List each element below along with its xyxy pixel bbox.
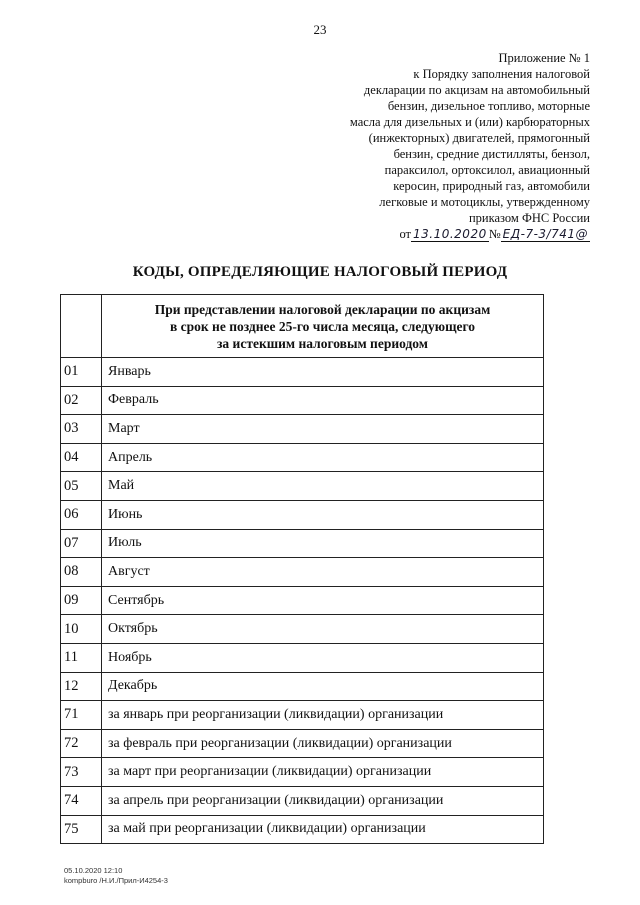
period-name: Декабрь	[102, 672, 544, 701]
table-row	[61, 786, 544, 815]
appendix-line: бензин, средние дистилляты, бензол,	[393, 147, 590, 161]
header-line: При представлении налоговой декларации по акцизам	[154, 301, 491, 317]
appendix-line: масла для дизельных и (или) карбюраторных	[349, 115, 590, 129]
period-code: 03	[61, 415, 102, 444]
period-name: за апрель при реорганизации (ликвидации) организации	[102, 786, 544, 815]
period-code: 10	[61, 615, 102, 644]
period-code: 74	[61, 786, 102, 815]
table-row	[61, 615, 544, 644]
table-row	[61, 758, 544, 787]
date-prefix: от	[399, 227, 411, 241]
period-code: 05	[61, 472, 102, 501]
period-code: 75	[61, 815, 102, 844]
period-code: 07	[61, 529, 102, 558]
appendix-line: Приложение № 1	[498, 51, 590, 65]
footer-stamp	[64, 866, 168, 885]
period-code: 09	[61, 586, 102, 615]
period-name: за май при реорганизации (ликвидации) организации	[102, 815, 544, 844]
period-code: 02	[61, 386, 102, 415]
table-row	[61, 586, 544, 615]
header-empty-cell	[61, 295, 102, 358]
header-line: за истекшим налоговым периодом	[217, 335, 428, 351]
appendix-line: керосин, природный газ, автомобили	[393, 179, 590, 193]
period-name: за март при реорганизации (ликвидации) организации	[102, 758, 544, 787]
table-row	[61, 443, 544, 472]
period-name: Апрель	[102, 443, 544, 472]
table-row	[61, 815, 544, 844]
table-row	[61, 358, 544, 387]
period-code: 04	[61, 443, 102, 472]
header-line: в срок не позднее 25-го числа месяца, следующего	[169, 318, 476, 334]
period-name: Ноябрь	[102, 643, 544, 672]
table-row	[61, 529, 544, 558]
period-name: Январь	[102, 358, 544, 387]
period-name: Июнь	[102, 500, 544, 529]
handwritten-date: 13.10.2020	[413, 227, 487, 241]
document-title: КОДЫ, ОПРЕДЕЛЯЮЩИЕ НАЛОГОВЫЙ ПЕРИОД	[132, 264, 508, 280]
period-code: 11	[61, 643, 102, 672]
period-name: Август	[102, 558, 544, 587]
footer-file-path: kompburo /Н.И./Прил-И4254-3	[64, 875, 168, 885]
period-code: 01	[61, 358, 102, 387]
footer-timestamp: 05.10.2020 12:10	[64, 866, 123, 875]
table-row	[61, 672, 544, 701]
period-code: 08	[61, 558, 102, 587]
table-row	[61, 643, 544, 672]
table-row	[61, 729, 544, 758]
table-row	[61, 500, 544, 529]
appendix-line: приказом ФНС России	[468, 211, 590, 225]
table-row	[61, 472, 544, 501]
appendix-line: (инжекторных) двигателей, прямогонный	[368, 131, 590, 145]
period-name: Февраль	[102, 386, 544, 415]
period-name: Март	[102, 415, 544, 444]
order-date-number	[290, 226, 590, 242]
appendix-line: параксилол, ортоксилол, авиационный	[384, 163, 590, 177]
period-code: 71	[61, 701, 102, 730]
table-header-cell	[102, 295, 544, 358]
table-row	[61, 415, 544, 444]
table-row	[61, 701, 544, 730]
period-name: Май	[102, 472, 544, 501]
period-code: 72	[61, 729, 102, 758]
table-row	[61, 558, 544, 587]
period-name: за февраль при реорганизации (ликвидации) организации	[102, 729, 544, 758]
period-code: 12	[61, 672, 102, 701]
table-row	[61, 386, 544, 415]
number-prefix: №	[488, 227, 501, 241]
page-number: 23	[313, 22, 327, 37]
appendix-line: бензин, дизельное топливо, моторные	[387, 99, 590, 113]
table-header-row	[61, 295, 544, 358]
period-codes-table	[60, 294, 544, 844]
period-code: 06	[61, 500, 102, 529]
appendix-line: легковые и мотоциклы, утвержденному	[379, 195, 590, 209]
appendix-line: к Порядку заполнения налоговой	[413, 67, 590, 81]
handwritten-number: ЕД-7-3/741@	[502, 227, 588, 241]
period-name: Сентябрь	[102, 586, 544, 615]
period-name: Октябрь	[102, 615, 544, 644]
period-name: Июль	[102, 529, 544, 558]
period-code: 73	[61, 758, 102, 787]
appendix-line: декларации по акцизам на автомобильный	[363, 83, 590, 97]
period-name: за январь при реорганизации (ликвидации) организации	[102, 701, 544, 730]
appendix-block	[290, 50, 590, 242]
